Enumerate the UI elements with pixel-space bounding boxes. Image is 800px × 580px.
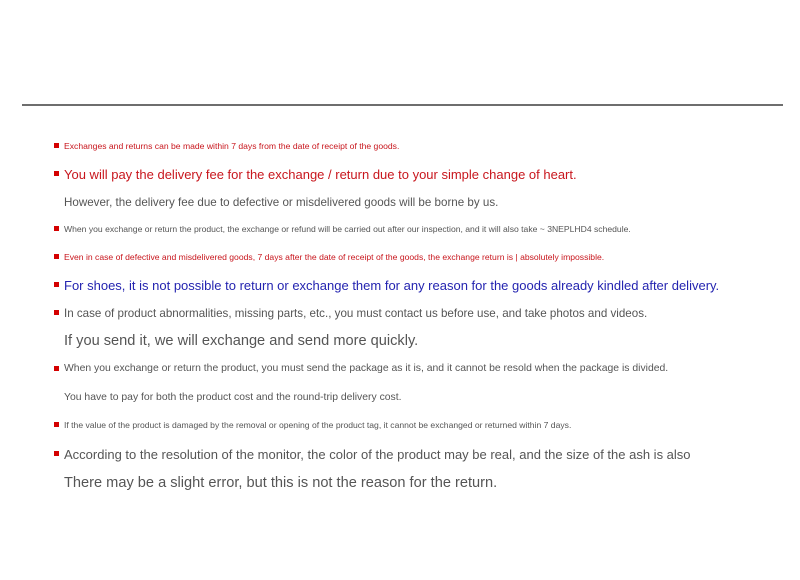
bullet-icon (54, 143, 59, 148)
policy-item-round-trip: You have to pay for both the product cost and the round-trip delivery cost. (64, 392, 402, 403)
policy-item-defective-limit: Even in case of defective and misdelivered goods, 7 days after the date of receipt of the goods, the exchange return is | absolutely impossible. (64, 252, 605, 262)
policy-item-inspection: When you exchange or return the product, the exchange or refund will be carried out after our inspection, and it will also take ~ 3NEPLHD4 schedule. (64, 224, 631, 234)
policy-item-package: When you exchange or return the product, you must send the package as it is, and it cannot be resold when the package is divided. (64, 363, 669, 374)
policy-item-delivery-fee: You will pay the delivery fee for the exchange / return due to your simple change of heart. (64, 167, 577, 182)
policy-item-product-tag: If the value of the product is damaged by the removal or opening of the product tag, it cannot be exchanged or returned within 7 days. (64, 420, 572, 430)
policy-item-defect-fee: However, the delivery fee due to defective or misdelivered goods will be borne by us. (64, 196, 499, 209)
bullet-icon (54, 366, 59, 371)
policy-item-abnormalities: In case of product abnormalities, missing parts, etc., you must contact us before use, and take photos and videos. (64, 307, 648, 320)
policy-item-monitor-color: According to the resolution of the monitor, the color of the product may be real, and the size of the ash is also (64, 447, 691, 462)
bullet-icon (54, 254, 59, 259)
policy-item-return-window: Exchanges and returns can be made within 7 days from the date of receipt of the goods. (64, 141, 400, 151)
bullet-icon (54, 451, 59, 456)
policy-item-slight-error: There may be a slight error, but this is not the reason for the return. (64, 475, 498, 491)
policy-item-shoes: For shoes, it is not possible to return or exchange them for any reason for the goods already kindled after delivery. (64, 278, 720, 293)
bullet-icon (54, 282, 59, 287)
bullet-icon (54, 171, 59, 176)
policy-item-send-quickly: If you send it, we will exchange and send more quickly. (64, 333, 419, 349)
bullet-icon (54, 310, 59, 315)
header-divider (22, 104, 783, 106)
bullet-icon (54, 226, 59, 231)
bullet-icon (54, 422, 59, 427)
